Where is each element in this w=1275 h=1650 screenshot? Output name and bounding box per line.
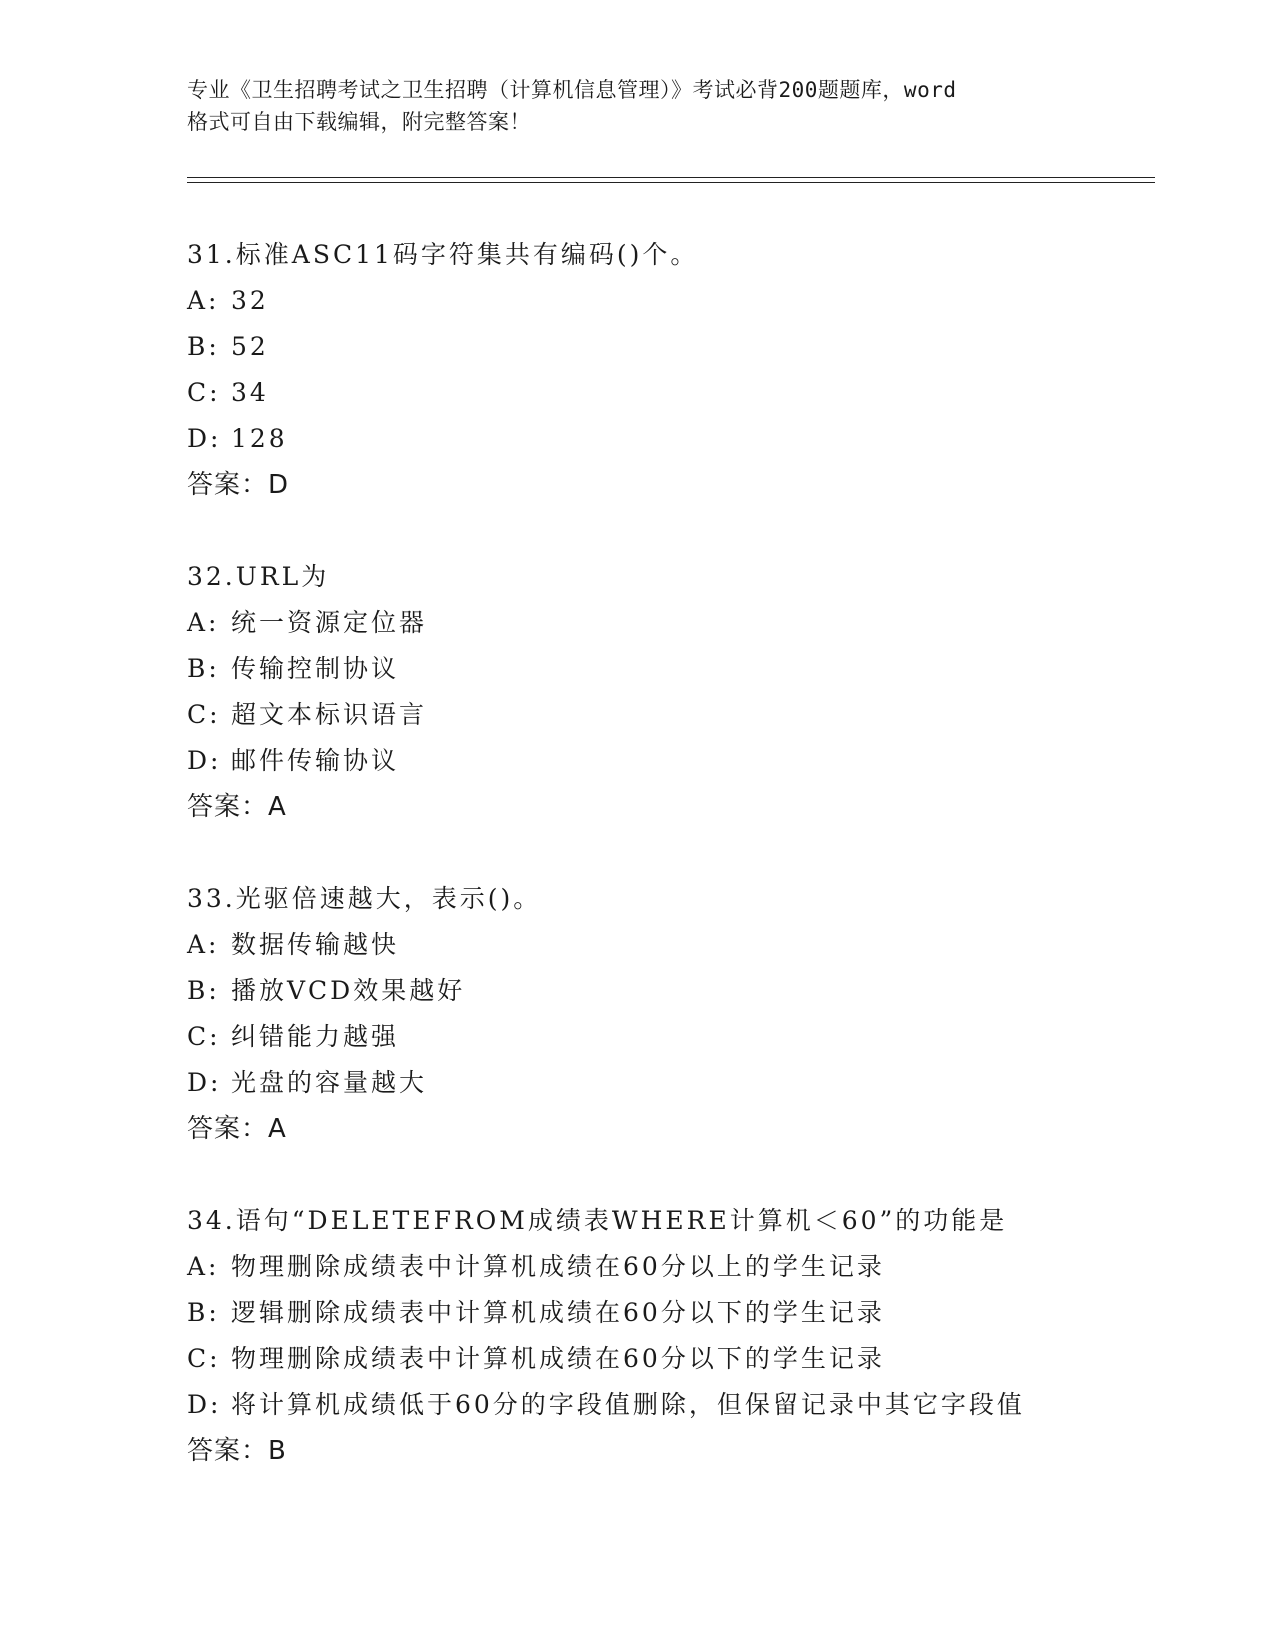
option-text: 超文本标识语言 bbox=[231, 700, 428, 729]
answer-line: 答案：A bbox=[187, 1114, 287, 1144]
header-divider-bottom bbox=[187, 182, 1155, 183]
option-d bbox=[187, 416, 1187, 462]
option-a bbox=[187, 922, 1187, 968]
question-stem: 32.URL为 bbox=[187, 562, 330, 591]
option-b bbox=[187, 646, 1187, 692]
option-d bbox=[187, 1060, 1187, 1106]
option-text: 32 bbox=[231, 286, 269, 315]
option-letter: B: bbox=[187, 654, 220, 683]
document-header bbox=[187, 74, 1087, 138]
option-text: 数据传输越快 bbox=[231, 930, 400, 959]
question-stem: 33.光驱倍速越大，表示()。 bbox=[187, 884, 542, 913]
option-letter: A: bbox=[187, 1252, 220, 1281]
option-letter: D: bbox=[187, 1390, 222, 1419]
option-letter: C: bbox=[187, 378, 221, 407]
option-letter: B: bbox=[187, 332, 220, 361]
option-text: 光盘的容量越大 bbox=[231, 1068, 428, 1097]
option-letter: B: bbox=[187, 976, 220, 1005]
option-d bbox=[187, 1382, 1187, 1428]
option-a bbox=[187, 600, 1187, 646]
header-line-1: 专业《卫生招聘考试之卫生招聘（计算机信息管理）》考试必背200题题库，word bbox=[187, 78, 957, 102]
option-d bbox=[187, 738, 1187, 784]
option-letter: A: bbox=[187, 286, 220, 315]
option-c bbox=[187, 370, 1187, 416]
option-c bbox=[187, 1014, 1187, 1060]
option-text: 物理删除成绩表中计算机成绩在60分以下的学生记录 bbox=[231, 1344, 885, 1373]
question-stem: 31.标准ASC11码字符集共有编码()个。 bbox=[187, 240, 699, 269]
answer-line: 答案：B bbox=[187, 1436, 287, 1466]
option-letter: A: bbox=[187, 608, 220, 637]
question-34 bbox=[187, 1198, 1187, 1474]
option-letter: C: bbox=[187, 700, 221, 729]
option-b bbox=[187, 1290, 1187, 1336]
option-text: 逻辑删除成绩表中计算机成绩在60分以下的学生记录 bbox=[231, 1298, 885, 1327]
option-letter: D: bbox=[187, 1068, 222, 1097]
option-text: 传输控制协议 bbox=[231, 654, 400, 683]
option-text: 邮件传输协议 bbox=[231, 746, 400, 775]
header-line-2: 格式可自由下载编辑，附完整答案！ bbox=[187, 110, 531, 134]
question-32 bbox=[187, 554, 1187, 830]
option-letter: C: bbox=[187, 1344, 221, 1373]
option-letter: D: bbox=[187, 424, 222, 453]
option-a bbox=[187, 1244, 1187, 1290]
option-text: 纠错能力越强 bbox=[231, 1022, 400, 1051]
option-c bbox=[187, 692, 1187, 738]
question-33 bbox=[187, 876, 1187, 1152]
option-text: 统一资源定位器 bbox=[231, 608, 428, 637]
option-text: 播放VCD效果越好 bbox=[231, 976, 466, 1005]
option-letter: D: bbox=[187, 746, 222, 775]
option-b bbox=[187, 968, 1187, 1014]
option-text: 34 bbox=[231, 378, 269, 407]
answer-line: 答案：D bbox=[187, 470, 290, 500]
option-text: 52 bbox=[231, 332, 269, 361]
answer-line: 答案：A bbox=[187, 792, 287, 822]
question-stem: 34.语句“DELETEFROM成绩表WHERE计算机＜60”的功能是 bbox=[187, 1206, 1008, 1235]
option-letter: C: bbox=[187, 1022, 221, 1051]
option-text: 128 bbox=[231, 424, 288, 453]
option-letter: B: bbox=[187, 1298, 220, 1327]
header-divider-top bbox=[187, 177, 1155, 178]
option-a bbox=[187, 278, 1187, 324]
option-text: 物理删除成绩表中计算机成绩在60分以上的学生记录 bbox=[231, 1252, 885, 1281]
option-c bbox=[187, 1336, 1187, 1382]
option-b bbox=[187, 324, 1187, 370]
question-31 bbox=[187, 232, 1187, 508]
option-letter: A: bbox=[187, 930, 220, 959]
option-text: 将计算机成绩低于60分的字段值删除，但保留记录中其它字段值 bbox=[231, 1390, 1025, 1419]
